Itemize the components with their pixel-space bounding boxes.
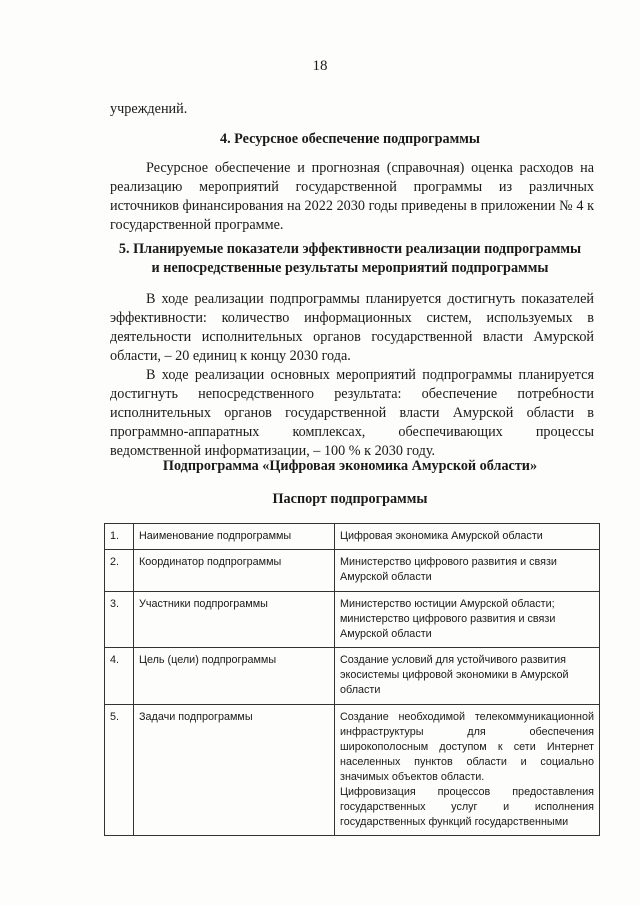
table-row [105, 705, 600, 836]
row-value: Создание условий для устойчивого развития экосистемы цифровой экономики в Амурской области [335, 648, 600, 705]
table-row [105, 592, 600, 648]
row-value: Цифровая экономика Амурской области [335, 524, 600, 550]
row-value-part-1: Создание необходимой телекоммуникационной инфраструктуры для обеспечения широкополосным доступом к сети Интернет населенных пунктов области и социально значимых объектов области. [340, 711, 594, 783]
section-4-heading: 4. Ресурсное обеспечение подпрограммы [219, 131, 481, 147]
page-number: 18 [312, 58, 328, 74]
row-name: Участники подпрограммы [134, 592, 335, 648]
section-5-heading-line-2: и непосредственные результаты мероприятий подпрограммы [151, 260, 549, 276]
section-5-heading-line-1: 5. Планируемые показатели эффективности реализации подпрограммы [118, 241, 582, 257]
table-row [105, 524, 600, 550]
row-value: Министерство юстиции Амурской области; министерство цифрового развития и связи Амурской области [335, 592, 600, 648]
table-row [105, 550, 600, 592]
table-row [105, 648, 600, 705]
row-name: Координатор подпрограммы [134, 550, 335, 592]
row-number: 5. [105, 705, 134, 836]
row-number: 4. [105, 648, 134, 705]
section-5-paragraph-2: В ходе реализации основных мероприятий подпрограммы планируется достигнуть непосредственного результата: обеспечение потребности исполнительных органов государственной власти Амурской области в программно-аппаратных комплексах, обеспечивающих процессы ведомственной информатизации, – 100 % к 2030 году. [110, 367, 594, 459]
row-value [335, 705, 600, 836]
subprogram-title: Подпрограмма «Цифровая экономика Амурской области» [162, 458, 538, 474]
section-4-paragraph: Ресурсное обеспечение и прогнозная (справочная) оценка расходов на реализацию мероприятий государственной программы из различных источников финансирования на 2022 2030 годы приведены в приложении № 4 к государственной программе. [110, 160, 594, 233]
passport-table [104, 523, 600, 836]
row-name: Задачи подпрограммы [134, 705, 335, 836]
row-name: Наименование подпрограммы [134, 524, 335, 550]
intro-line: учреждений. [110, 101, 188, 117]
row-number: 3. [105, 592, 134, 648]
passport-title: Паспорт подпрограммы [272, 491, 428, 507]
row-number: 1. [105, 524, 134, 550]
section-5-paragraph-1: В ходе реализации подпрограммы планируется достигнуть показателей эффективности: количество информационных систем, используемых в деятельности исполнительных органов государственной власти Амурской области, – 20 единиц к концу 2030 года. [110, 291, 594, 364]
row-value-part-2: Цифровизация процессов предоставления государственных услуг и исполнения государственных функций государственными [340, 786, 594, 828]
row-value: Министерство цифрового развития и связи Амурской области [335, 550, 600, 592]
row-name: Цель (цели) подпрограммы [134, 648, 335, 705]
row-number: 2. [105, 550, 134, 592]
